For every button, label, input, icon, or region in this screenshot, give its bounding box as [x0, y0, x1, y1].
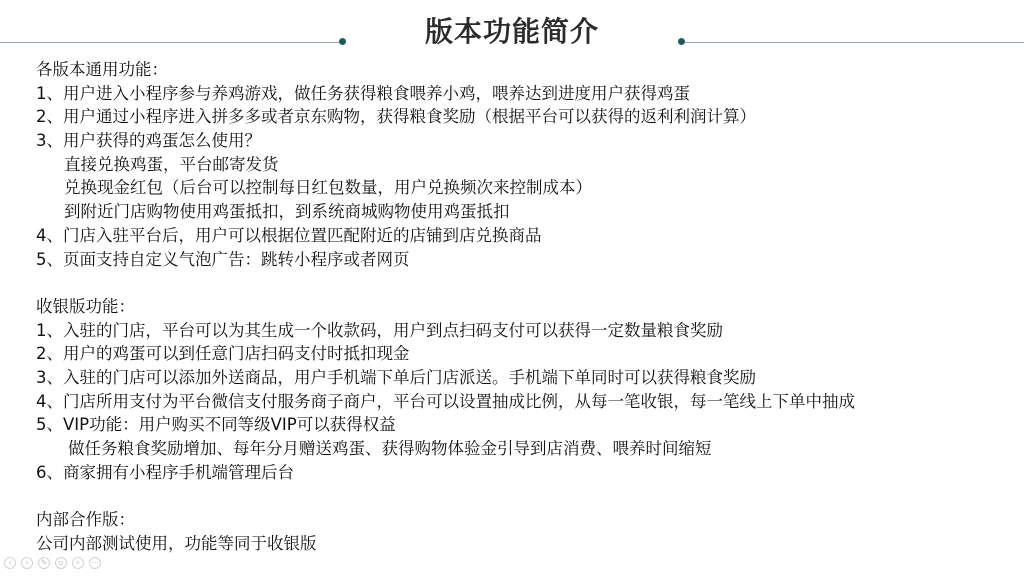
title-rule-right	[682, 42, 1024, 43]
next-icon[interactable]: ›	[21, 557, 33, 569]
prev-icon[interactable]: ‹	[4, 557, 16, 569]
slide-content	[36, 58, 1016, 555]
general-item-2: 2、用户通过小程序进入拼多多或者京东购物，获得粮食奖励（根据平台可以获得的返利利润计算）	[36, 107, 756, 127]
internal-heading: 内部合作版：	[36, 510, 135, 530]
general-item-3-sub-2: 兑换现金红包（后台可以控制每日红包数量，用户兑换频次来控制成本）	[64, 178, 592, 198]
slideshow-toolbar	[4, 557, 101, 569]
cashier-item-2: 2、用户的鸡蛋可以到任意门店扫码支付时抵扣现金	[36, 344, 410, 364]
title-rule-left	[0, 42, 342, 43]
general-heading: 各版本通用功能：	[36, 60, 168, 79]
internal-item-1: 公司内部测试使用，功能等同于收银版	[36, 533, 317, 553]
more-icon[interactable]: ⋯	[91, 558, 99, 567]
zoom-icon[interactable]: ⌕	[72, 557, 84, 569]
spacer	[36, 271, 1016, 295]
cashier-item-3: 3、入驻的门店可以添加外送商品，用户手机端下单后门店派送。手机端下单同时可以获得粮食奖励	[36, 367, 756, 387]
title-dot-left	[339, 38, 346, 45]
general-item-4: 4、门店入驻平台后，用户可以根据位置匹配附近的店铺到店兑换商品	[36, 225, 542, 245]
cashier-heading: 收银版功能：	[36, 296, 135, 316]
copy-icon[interactable]: ▫	[55, 557, 67, 569]
general-item-3: 3、用户获得的鸡蛋怎么使用？	[36, 131, 261, 151]
general-item-3-sub-1: 直接兑换鸡蛋，平台邮寄发货	[64, 154, 279, 174]
cashier-item-5-sub-1: 做任务粮食奖励增加、每年分月赠送鸡蛋、获得购物体验金引导到店消费、喂养时间缩短	[68, 439, 712, 458]
title-dot-right	[678, 38, 685, 45]
pen-icon[interactable]: ✎	[38, 557, 50, 569]
cashier-item-4: 4、门店所用支付为平台微信支付服务商子商户，平台可以设置抽成比例，从每一笔收银，每一笔线上下单中抽成	[36, 391, 855, 411]
cashier-item-5: 5、VIP功能：用户购买不同等级VIP可以获得权益	[36, 415, 396, 435]
spacer	[36, 484, 1016, 508]
general-item-3-sub-3: 到附近门店购物使用鸡蛋抵扣，到系统商城购物使用鸡蛋抵扣	[64, 202, 510, 222]
slide-title: 版本功能简介	[424, 15, 599, 48]
general-item-1: 1、用户进入小程序参与养鸡游戏，做任务获得粮食喂养小鸡，喂养达到进度用户获得鸡蛋	[36, 83, 690, 103]
cashier-item-1: 1、入驻的门店，平台可以为其生成一个收款码，用户到点扫码支付可以获得一定数量粮食奖励	[36, 320, 723, 340]
general-item-5: 5、页面支持自定义气泡广告：跳转小程序或者网页	[36, 249, 410, 269]
cashier-item-6: 6、商家拥有小程序手机端管理后台	[36, 462, 294, 482]
